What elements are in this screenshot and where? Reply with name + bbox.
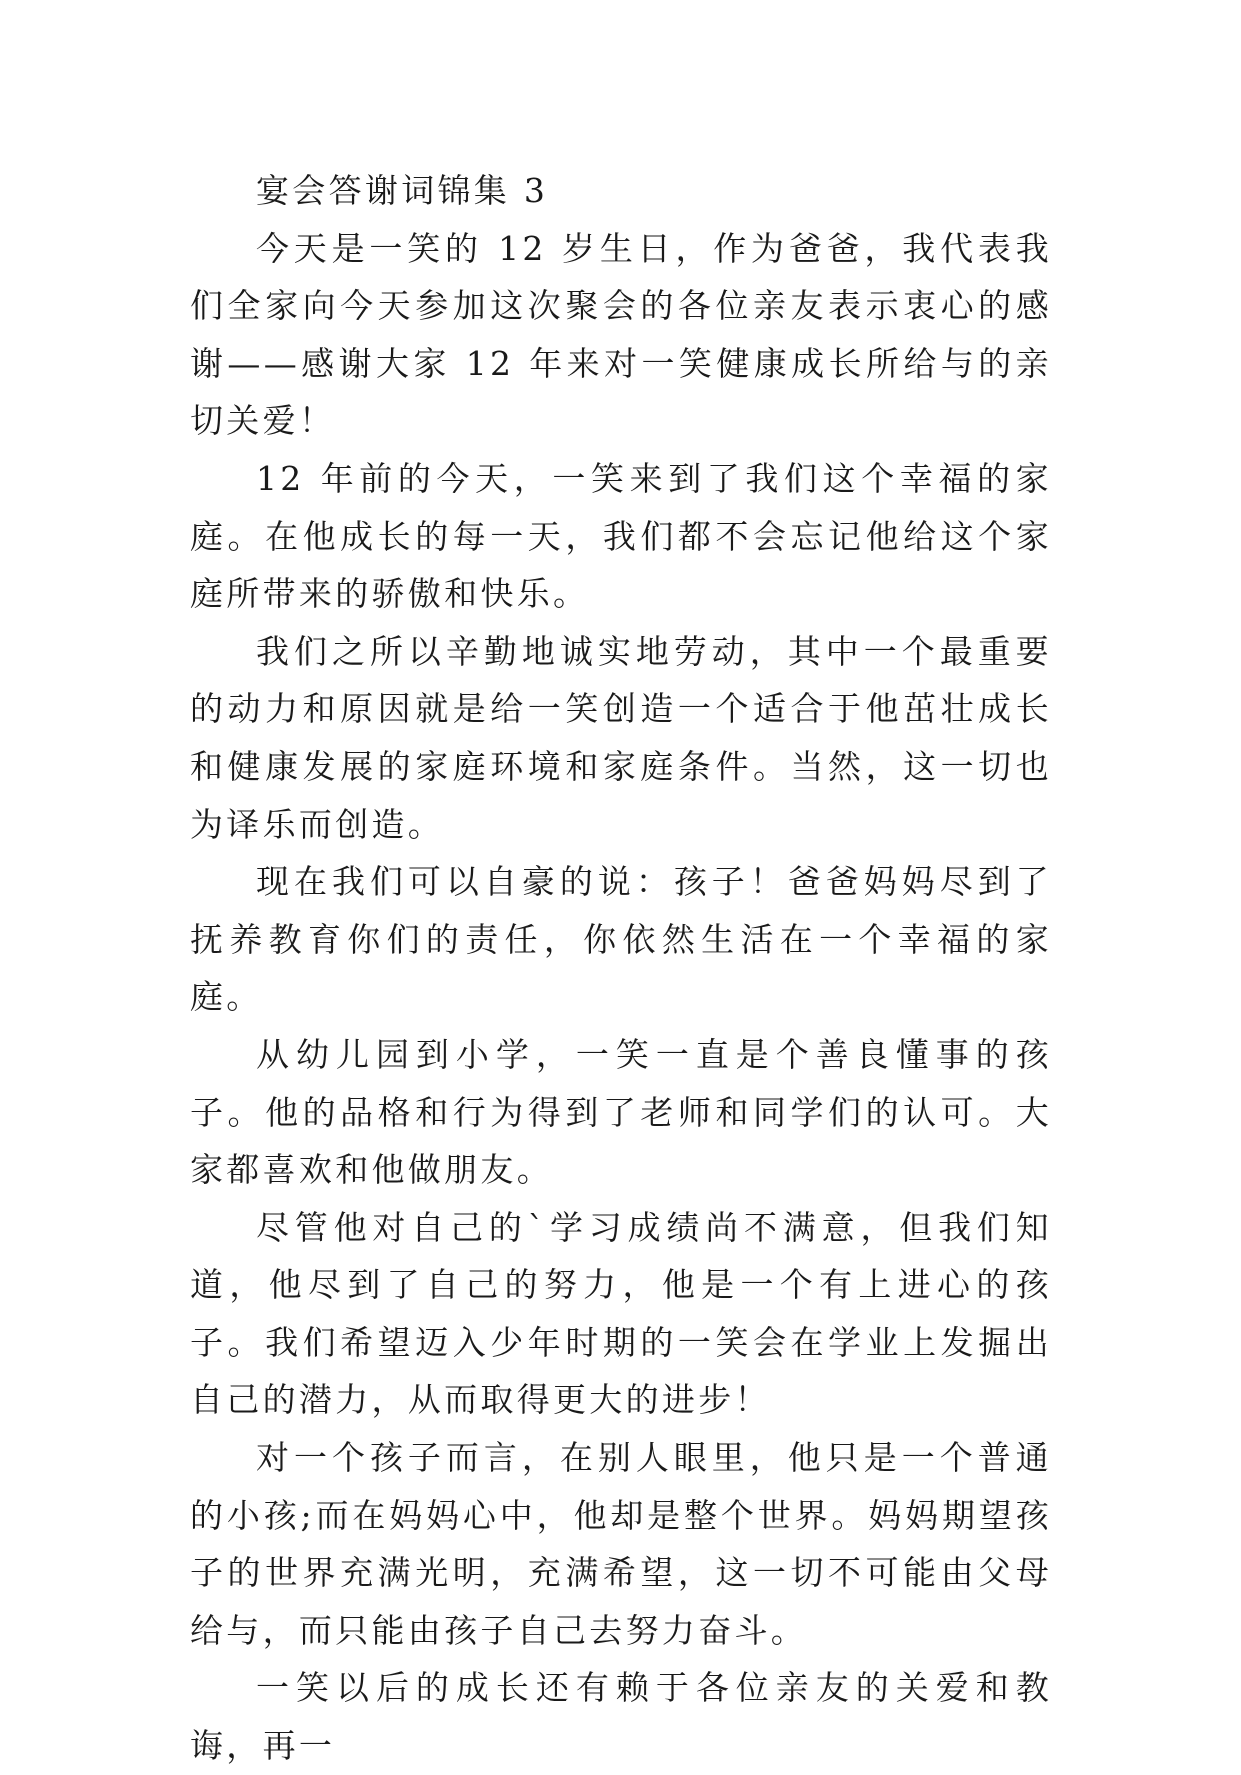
paragraph-7: 对一个孩子而言，在别人眼里，他只是一个普通的小孩;而在妈妈心中，他却是整个世界。妈妈期望孩子的世界充满光明，充满希望，这一切不可能由父母给与，而只能由孩子自己去努力奋斗。 <box>190 1438 1052 1650</box>
paragraph-6: 尽管他对自己的`学习成绩尚不满意，但我们知道，他尽到了自己的努力，他是一个有上进心的孩子。我们希望迈入少年时期的一笑会在学业上发掘出自己的潜力，从而取得更大的进步！ <box>190 1207 1052 1420</box>
paragraph-3: 我们之所以辛勤地诚实地劳动，其中一个最重要的动力和原因就是给一笑创造一个适合于他茁壮成长和健康发展的家庭环境和家庭条件。当然，这一切也为译乐而创造。 <box>190 631 1052 844</box>
paragraph-2: 12 年前的今天，一笑来到了我们这个幸福的家庭。在他成长的每一天，我们都不会忘记他给这个家庭所带来的骄傲和快乐。 <box>190 458 1052 614</box>
paragraph-4: 现在我们可以自豪的说：孩子！爸爸妈妈尽到了抚养教育你们的责任，你依然生活在一个幸福的家庭。 <box>190 862 1052 1017</box>
document-title: 宴会答谢词锦集 3 <box>256 171 549 210</box>
paragraph-5: 从幼儿园到小学，一笑一直是个善良懂事的孩子。他的品格和行为得到了老师和同学们的认可。大家都喜欢和他做朋友。 <box>190 1034 1052 1190</box>
paragraph-1: 今天是一笑的 12 岁生日，作为爸爸，我代表我们全家向今天参加这次聚会的各位亲友表示衷心的感谢——感谢大家 12 年来对一笑健康成长所给与的亲切关爱！ <box>190 228 1052 441</box>
document-body <box>190 162 1052 1775</box>
paragraph-8: 一笑以后的成长还有赖于各位亲友的关爱和教诲，再一 <box>190 1668 1052 1766</box>
